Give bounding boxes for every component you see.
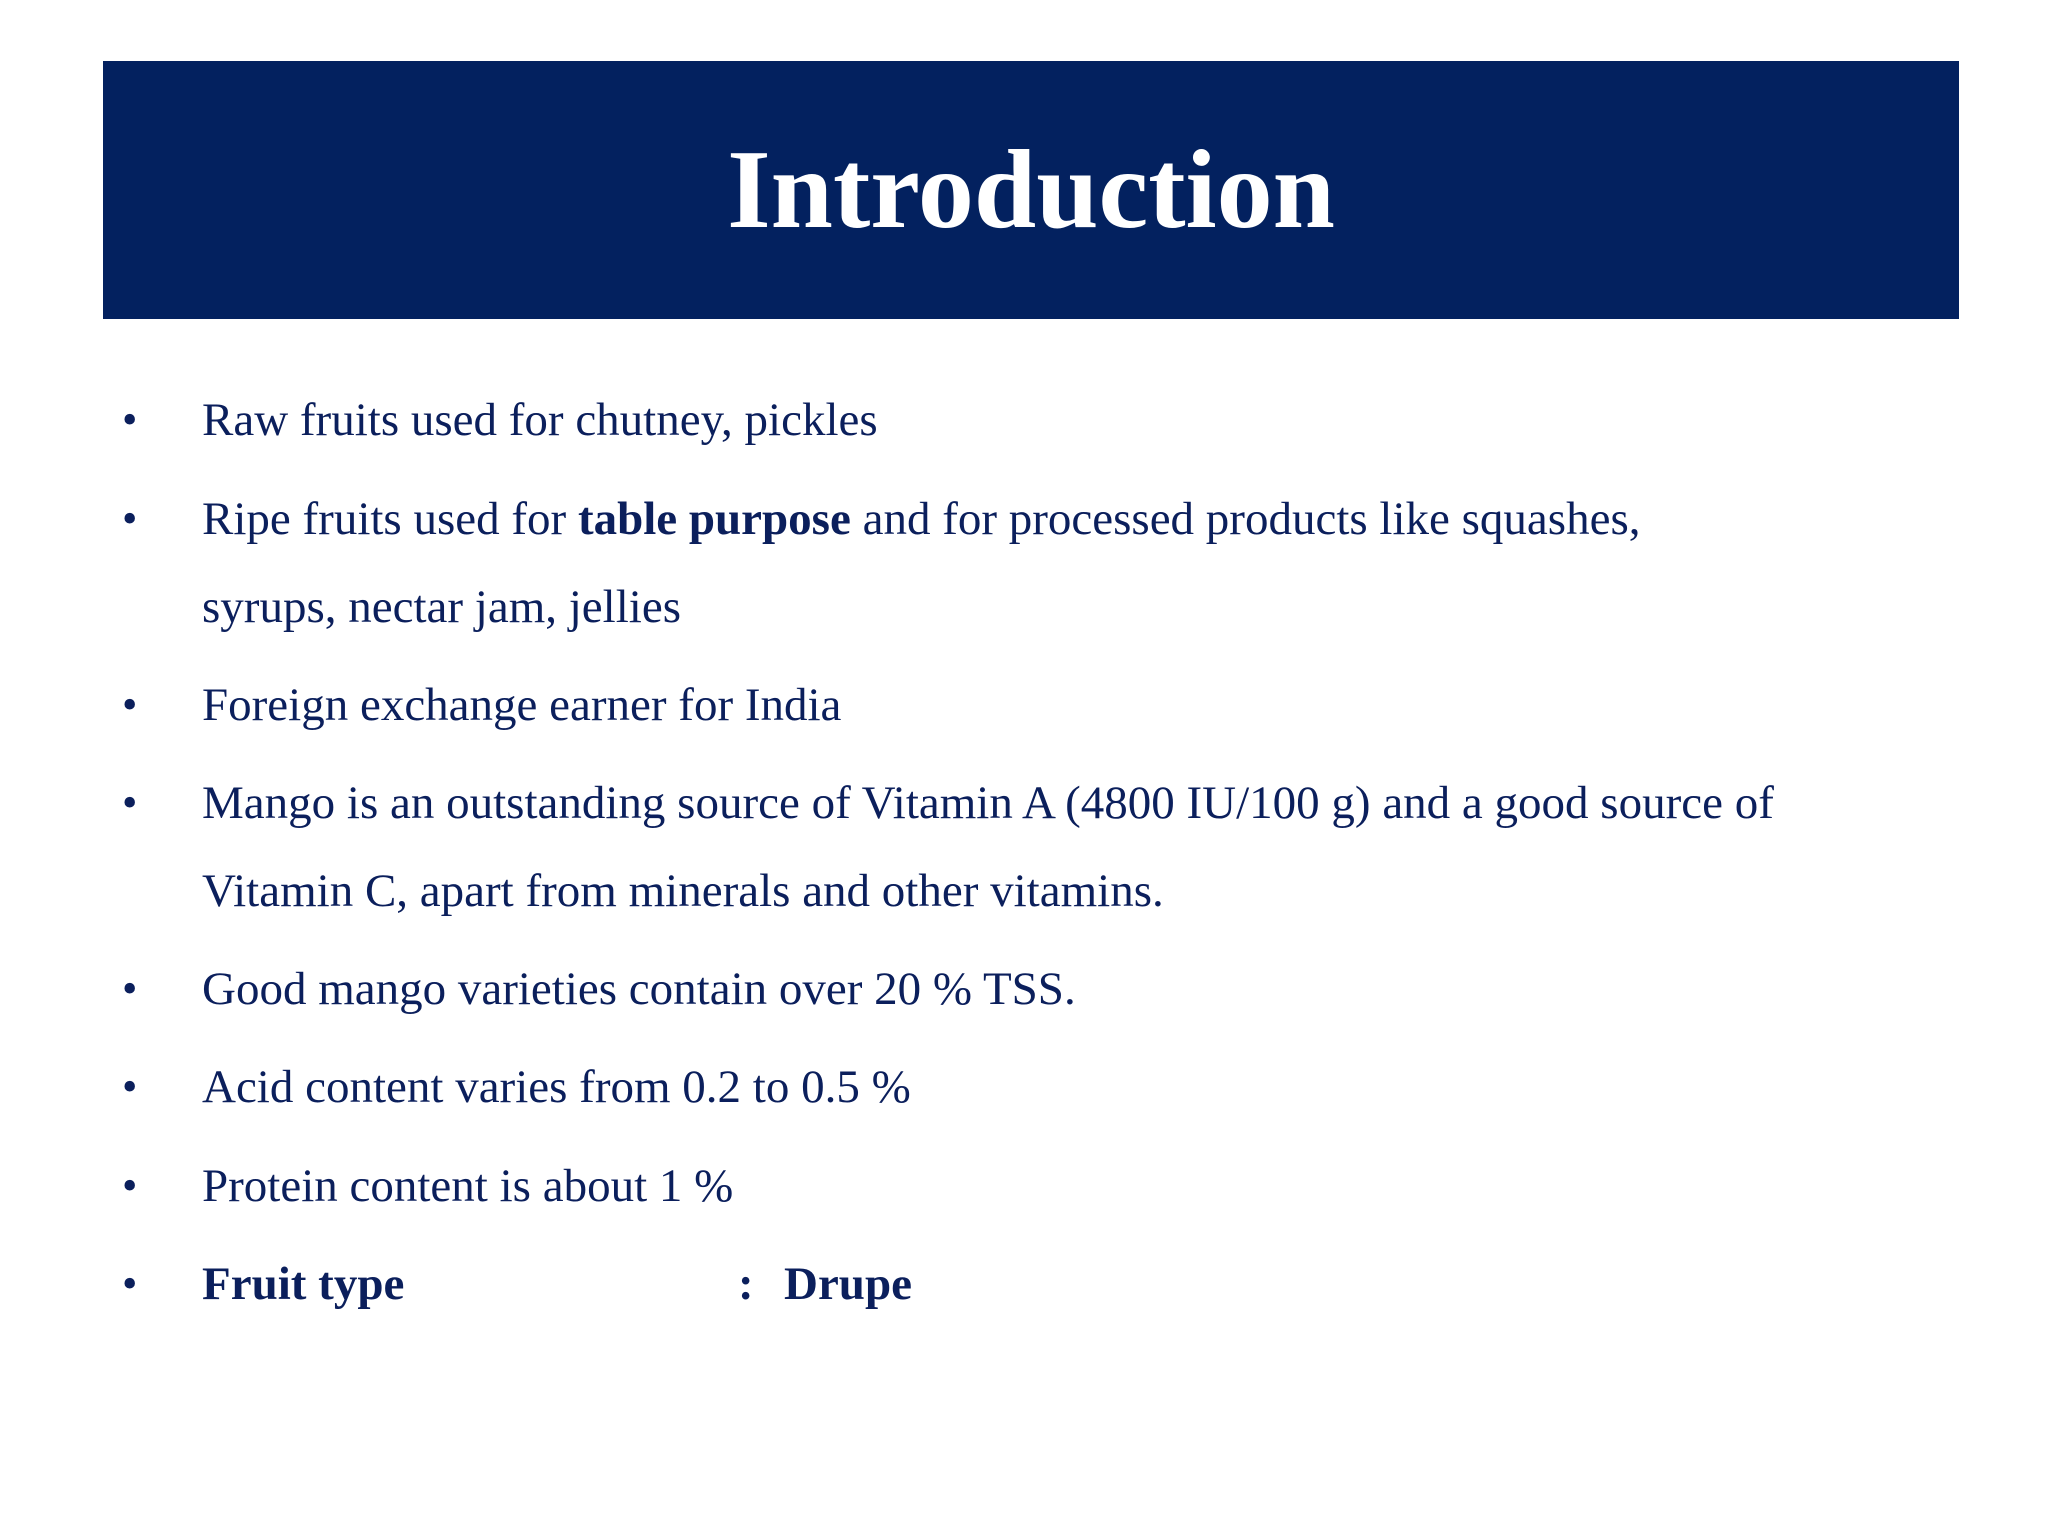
fruit-type-value: Drupe	[784, 1258, 912, 1310]
bullet-text-after: and for processed products like squashes,	[850, 493, 1641, 545]
bullet-line: Mango is an outstanding source of Vitamin A (4800 IU/100 g) and a good source of	[202, 777, 1774, 829]
bullet-text	[202, 1142, 1942, 1230]
bullet-text	[202, 475, 1942, 651]
bullet-line: Protein content is about 1 %	[202, 1160, 734, 1212]
bullet-line: syrups, nectar jam, jellies	[202, 581, 681, 633]
fruit-type-separator: :	[738, 1258, 754, 1310]
bullet-icon: •	[122, 395, 138, 444]
bullet-text-before: Ripe fruits used for	[202, 493, 578, 545]
bullet-text	[202, 759, 1942, 935]
bullet-icon: •	[122, 1062, 138, 1111]
fruit-type-label: Fruit type	[202, 1258, 405, 1310]
bullet-icon: •	[122, 1161, 138, 1210]
slide-title: Introduction	[727, 128, 1335, 252]
bullet-text	[202, 376, 1942, 464]
bullet-icon: •	[122, 964, 138, 1013]
bullet-line: Raw fruits used for chutney, pickles	[202, 394, 878, 446]
bullet-text-bold: table purpose	[577, 493, 851, 545]
bullet-text	[202, 661, 1942, 749]
bullet-text	[202, 1240, 1942, 1328]
bullet-line: Foreign exchange earner for India	[202, 679, 842, 731]
bullet-line	[202, 475, 1942, 563]
bullet-icon: •	[122, 1259, 138, 1308]
bullet-text	[202, 945, 1942, 1033]
bullet-line: Acid content varies from 0.2 to 0.5 %	[202, 1061, 911, 1113]
bullet-line: Good mango varieties contain over 20 % TSS.	[202, 963, 1076, 1015]
bullet-icon: •	[122, 494, 138, 543]
bullet-line	[202, 1240, 1942, 1328]
bullet-icon: •	[122, 778, 138, 827]
bullet-icon: •	[122, 680, 138, 729]
bullet-line: Vitamin C, apart from minerals and other vitamins.	[202, 865, 1164, 917]
bullet-text	[202, 1043, 1942, 1131]
